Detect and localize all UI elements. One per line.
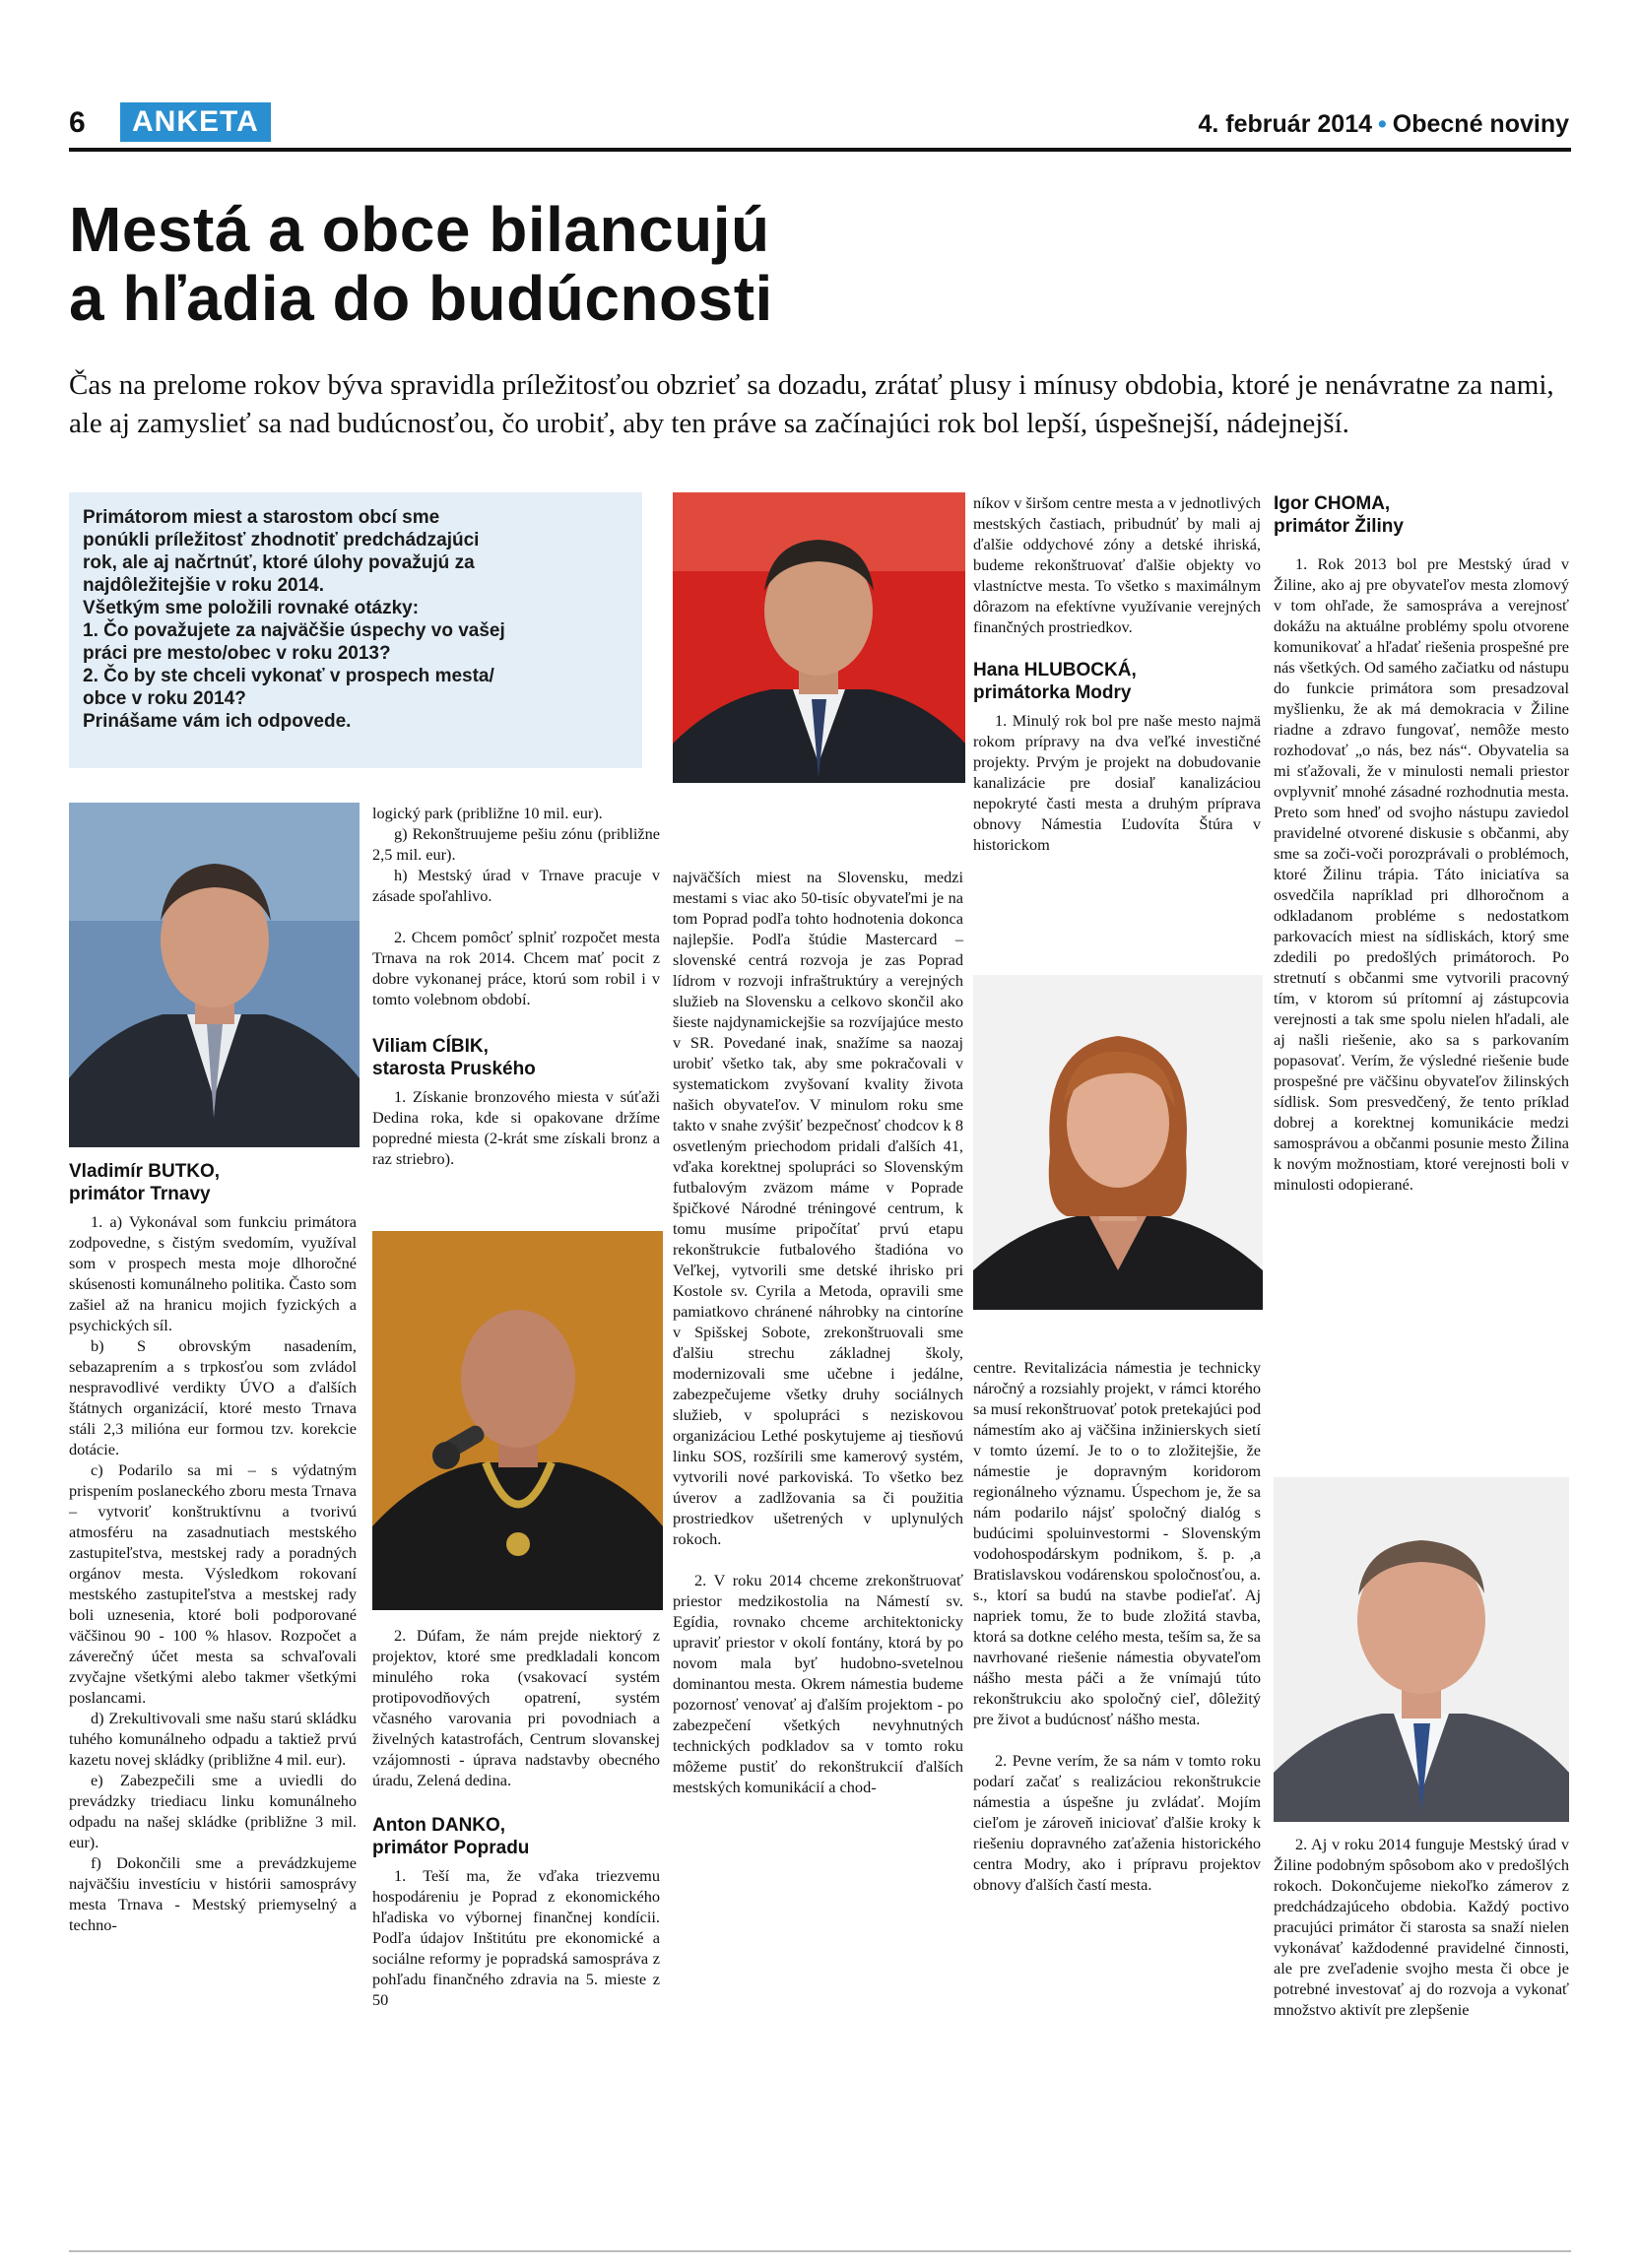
answer-paragraph: najväčších miest na Slovensku, medzi mestami s viac ako 50-tisíc obyvateľmi je na tom Poprad podľa tohto hodnotenia dokonca najlepšie. Podľa štúdie Mastercard – slovenské centrá rozvoja je zas Poprad lídrom v rozvoji infraštruktúry a verejných služieb na Slovensku a celkovo skončil ako šieste najdynamickejšie sa rozvíjajúce mesto v SR. Povedané inak, snažíme sa naozaj urobiť všetko tak, aby sme pokračovali v systematickom zvyšovaní kvality života našich obyvateľov. V minulom roku sme takto v snahe zvýšiť bezpečnosť chodcov k 8 osvetleným priechodom pridali ďalších 41, vďaka korektnej spolupráci so Slovenským futbalovým zväzom máme v Poprade špičkové Národné tréningové centrum, k tomu musíme pripočítať prvú etapu rekonštrukcie futbalového štadióna vo Veľkej, vytvorili sme detské ihrisko pri Kostole sv. Cyrila a Metoda, opravili sme pamiatkovo chránené náhrobky na cintoríne v Spišskej Sobote, zrekonštruovali sme ďalšiu strechu základnej školy, modernizovali sme učebne i jedálne, zabezpečujeme všetky druhy sociálnych služieb, v spolupráci s neziskovou organizáciou Lethé poskytujeme aj tiesňovú linku SOS, rozšírili sme kamerový systém, vytvorili nové parkoviská. To všetko bez úverov a zadlžovania sa či použitia prostriedkov ušetrených v uplynulých rokoch. xyxy=(673,868,963,1548)
author-name: Vladimír BUTKO, xyxy=(69,1161,221,1182)
author-name: Igor CHOMA, xyxy=(1274,493,1391,514)
questions-line: ponúkli príležitosť zhodnotiť predchádzajúci xyxy=(83,530,480,551)
author-role: primátor Popradu xyxy=(372,1838,530,1858)
questions-line: Všetkým sme položili rovnaké otázky: xyxy=(83,598,420,618)
author-role: primátor Žiliny xyxy=(1274,516,1404,537)
answer-paragraph: 1. Teší ma, že vďaka triezvemu hospodáreniu je Poprad z ekonomického hľadiska vo výbornej finančnej kondícii. Podľa údajov Inštitútu pre ekonomické a sociálne reformy je popradská samospráva z pohľadu finančného zdravia na 5. mieste z 50 xyxy=(372,1866,660,2009)
page-number: 6 xyxy=(69,106,86,139)
column-5-lower xyxy=(1274,1834,1569,2020)
author-name: Anton DANKO, xyxy=(372,1815,506,1836)
answer-paragraph: 1. Rok 2013 bol pre Mestský úrad v Žiline, ako aj pre obyvateľov mesta zlomový v tom ohľade, že samospráva a verejnosť dokážu na aktuálne problémy spolu otvorene komunikovať a hľadať riešenia prospešné pre nás všetkých. Od samého začiatku od nástupu do funkcie primátora som presadzoval myšlienku, že ak má demokracia v Žiline riadne a zdravo fungovať, nemôže mesto rozhodovať „o nás, bez nás“. Obyvatelia sa mi sťažovali, že v minulosti nemali priestor ovplyvniť mnohé zásadné rozhodnutia mesta. Preto som hneď od svojho nástupu zaviedol pravidelné otvorené diskusie s občanmi, aby sme sa zoči-voči porozprávali o problémoch, ktoré Žilinu trápia. Táto iniciatíva sa osvedčila napríklad pri dlhoročnom a odkladanom probléme s nedostatkom parkovacích miest na sídliskách, ktorý sme zdedili po predošlých primátoroch. Po stretnutí s občanmi sme vytvorili pracovný tím, v ktorom sú prítomní aj zástupcovia verejnosti a tak sme spolu nielen hľadali, ale aj našli riešenie, ako sa s parkovaním popasovať. Verím, že výsledné riešenie bude prospešné pre väčšinu obyvateľov žilinských sídlisk. Som presvedčený, že tento príklad dobrej a korektnej komunikácie medzi samosprávou a občanmi posunie mesto Žilina k novým možnostiam, ktoré verejnosti boli v minulosti odopierané. xyxy=(1274,554,1569,1194)
article-lead: Čas na prelome rokov býva spravidla príležitosťou obzrieť sa dozadu, zrátať plusy i mínusy obdobia, ktoré je nenávratne za nami, ale aj zamyslieť sa nad budúcnosťou, čo urobiť, aby ten práve sa začínajúci rok bol lepší, úspešnejší, nádejnejší. xyxy=(69,369,1554,439)
answer-paragraph: c) Podarilo sa mi – s výdatným prispením poslaneckého zboru mesta Trnava – vytvoriť konštruktívnu a tvorivú atmosféru na zasadnutiach mestského zastupiteľstva, mestskej rady a poradných orgánov mesta. Výsledkom rokovaní mestského zastupiteľstva a mestskej rady boli uznesenia, ktoré boli podporované väčšinou 90 - 100 % hlasov. Rozpočet a záverečný účet mesta sa schvaľovali zvyčajne všetkými alebo takmer všetkými poslancami. xyxy=(69,1460,357,1707)
answer-paragraph: 2. Dúfam, že nám prejde niektorý z projektov, ktoré sme predkladali koncom minulého roka (vsakovací systém protipovodňových opatrení, systém včasného varovania pri povodniach a živelných katastrofách, Centrum slovanskej vzájomnosti - úprava nadstavby obecného úradu, Zelená dedina. xyxy=(372,1626,660,1789)
column-4 xyxy=(973,492,1261,855)
questions-line: najdôležitejšie v roku 2014. xyxy=(83,575,324,596)
author-name: Hana HLUBOCKÁ, xyxy=(973,660,1137,680)
title-line-2: a hľadia do budúcnosti xyxy=(69,263,773,334)
answer-paragraph: logický park (približne 10 mil. eur). xyxy=(372,804,603,822)
questions-line: Primátorom miest a starostom obcí sme xyxy=(83,507,440,528)
column-2 xyxy=(372,803,660,1169)
column-1 xyxy=(69,1160,357,1935)
answer-paragraph: f) Dokončili sme a prevádzkujeme najväčšiu investíciu v histórii samosprávy mesta Trnava - Mestský priemyselný a techno- xyxy=(69,1853,357,1934)
questions-line: 1. Čo považujete za najväčšie úspechy vo vašej xyxy=(83,620,505,641)
column-4-lower xyxy=(973,1357,1261,1895)
portrait-cibik xyxy=(372,1231,663,1610)
issue-date: 4. február 2014 xyxy=(1198,110,1373,138)
portrait-choma xyxy=(1274,1477,1569,1822)
header-rule xyxy=(69,148,1571,152)
questions-line: Prinášame vám ich odpovede. xyxy=(83,711,352,732)
answer-paragraph: 1. Minulý rok bol pre naše mesto najmä rokom prípravy na dva veľké investičné projekty. Prvým je projekt na dobudovanie kanalizácie pre dosiaľ kanalizáciou nepokryté časti mesta a druhým príprava obnovy Námestia Ľudovíta Štúra v historickom xyxy=(973,711,1261,854)
answer-paragraph: d) Zrekultivovali sme našu starú skládku tuhého komunálneho odpadu a taktiež prvú kazetu novej skládky (približne 4 mil. eur). xyxy=(69,1709,357,1769)
author-name: Viliam CÍBIK, xyxy=(372,1036,489,1057)
answer-paragraph: g) Rekonštruujeme pešiu zónu (približne 2,5 mil. eur). xyxy=(372,824,660,864)
author-role: starosta Pruského xyxy=(372,1059,536,1079)
answer-paragraph: 2. Chcem pomôcť splniť rozpočet mesta Trnava na rok 2014. Chcem mať pocit z dobre vykonanej práce, ktorú som robil i v tomto volebnom období. xyxy=(372,928,660,1008)
questions-line: práci pre mesto/obec v roku 2013? xyxy=(83,643,391,664)
answer-paragraph: b) S obrovským nasadením, sebazaprením a s trpkosťou som zvládol nespravodlivé verdikty ÚVO a ďalších štátnych organizácií, ktoré mesto Trnava stáli 2,3 milióna eur formou tzv. korekcie dotácie. xyxy=(69,1336,357,1458)
answer-paragraph: níkov v širšom centre mesta a v jednotlivých mestských častiach, pribudnúť by mali aj ďalšie oddychové zóny a detské ihriská, budeme rekonštruovať ďalšie objekty vo vlastníctve mesta. To všetko s maximálnym dôrazom na efektívne využívanie verejných finančných prostriedkov. xyxy=(973,493,1261,636)
answer-paragraph: 1. a) Vykonával som funkciu primátora zodpovedne, s čistým svedomím, využíval som v prospech mesta moje dlhoročné skúsenosti komunálneho politika. Často som zašiel až na hranicu mojich fyzických a psychických síl. xyxy=(69,1212,357,1334)
questions-box xyxy=(69,492,642,768)
questions-line: obce v roku 2014? xyxy=(83,688,246,709)
portrait-hlubocka xyxy=(973,975,1263,1310)
answer-paragraph: 1. Získanie bronzového miesta v súťaži Dedina roka, kde si opakovane držíme popredné miesta (2-krát sme získali bronz a raz striebro). xyxy=(372,1087,660,1168)
answer-paragraph: e) Zabezpečili sme a uviedli do prevádzky triediacu linku komunálneho odpadu na našej skládke (približne 3 mil. eur). xyxy=(69,1771,357,1851)
column-2-lower xyxy=(372,1625,660,2010)
bottom-rule xyxy=(69,2250,1571,2252)
answer-paragraph: centre. Revitalizácia námestia je technicky náročný a rozsiahly projekt, v rámci ktorého sa musí rekonštruovať potok pretekajúci pod námestím ako aj väčšina inžinierskych sietí v tomto území. Je to o to zložitejšie, že námestie je dopravným koridorom regionálneho významu. Úspechom je, že sa nám podarilo nájsť spoločný dialóg s budúcimi spoluinvestormi - Slovenským vodohospodárskym podnikom, š. p. ,a Bratislavskou vodárenskou spoločnosťou, a. s., ktorí sa budú na stavbe podieľať. Aj napriek tomu, že to bude zložitá stavba, ktorá sa dotkne celého mesta, teším sa, že sa navrhované riešenie námestia obyvateľom nášho mesta páči a že vnímajú túto rekonštrukciu ako spoločný cieľ, dôležitý pre život a budúcnosť nášho mesta. xyxy=(973,1358,1261,1728)
portrait-butko xyxy=(69,803,360,1147)
column-3 xyxy=(673,867,963,1797)
author-role: primátorka Modry xyxy=(973,682,1132,703)
publication-name: Obecné noviny xyxy=(1392,110,1569,138)
issue-info xyxy=(1199,110,1569,139)
portrait-danko xyxy=(673,492,965,783)
section-badge: ANKETA xyxy=(120,102,271,142)
answer-paragraph: 2. Aj v roku 2014 funguje Mestský úrad v Žiline podobným spôsobom ako v predošlých rokoch. Dokončujeme niekoľko zámerov z predchádzajúceho obdobia. Každý poctivo pracujúci primátor či starosta sa snaží nielen vykonávať každodenné pravidelné činnosti, ale pre zveľadenie svojho mesta či obce je potrebné investovať aj do rozvoja a vykonať množstvo aktivít pre zlepšenie xyxy=(1274,1835,1569,2019)
column-5 xyxy=(1274,492,1569,1195)
questions-line: 2. Čo by ste chceli vykonať v prospech mesta/ xyxy=(83,666,494,686)
author-role: primátor Trnavy xyxy=(69,1184,211,1204)
answer-paragraph: 2. Pevne verím, že sa nám v tomto roku podarí začať s realizáciou rekonštrukcie námestia a úspešne ju zvládať. Mojím cieľom je zároveň iniciovať ďalšie kroky k riešeniu dopravného zaťaženia historického centra Modry, ako i prípravu projektov obnovy ďalších častí mesta. xyxy=(973,1751,1261,1894)
title-line-1: Mestá a obce bilancujú xyxy=(69,194,770,265)
article-title xyxy=(69,195,1251,333)
answer-paragraph: 2. V roku 2014 chceme zrekonštruovať priestor medzikostolia na Námestí sv. Egídia, rovnako chceme architektonicky upraviť priestor v okolí fontány, ktorá by po novom mala byť hudobno-svetelnou dominantou mesta. Okrem námestia budeme pozornosť venovať aj ďalším projektom - po zabezpečení všetkých nevyhnutných technických podkladov sa v tomto roku môžeme pustiť do rekonštrukcií ďalších mestských komunikácií a chod- xyxy=(673,1571,963,1796)
answer-paragraph: h) Mestský úrad v Trnave pracuje v zásade spoľahlivo. xyxy=(372,866,660,905)
separator-dot: • xyxy=(1378,110,1387,138)
questions-line: rok, ale aj načrtnúť, ktoré úlohy považujú za xyxy=(83,552,475,573)
